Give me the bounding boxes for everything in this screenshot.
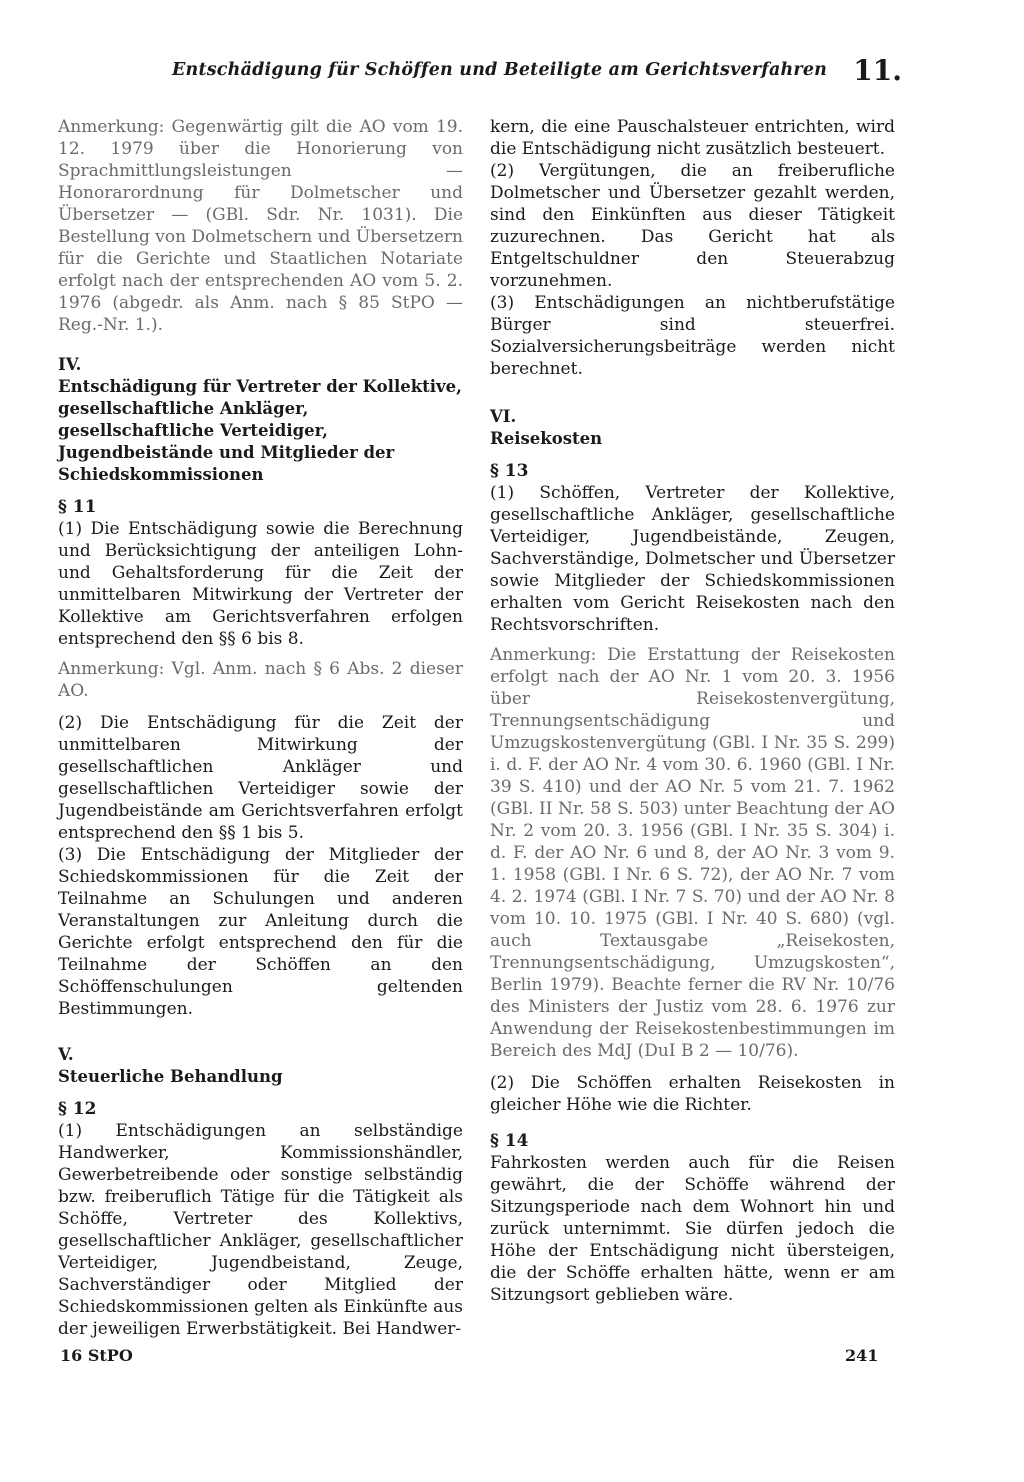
paragraph-13-note: Anmerkung: Die Erstattung der Reisekosten erfolgt nach der AO Nr. 1 vom 20. 3. 1956 über Reisekostenvergütung, Trennungsentschädigung und Umzugskostenvergütung (GBl. I Nr. 35 S. 299) i. d. F. der AO Nr. 4 vom 30. 6. 1960 (GBl. I Nr. 39 S. 410) und der AO Nr. 5 vom 21. 7. 1962 (GBl. II Nr. 58 S. 503) unter Beachtung der AO Nr. 2 vom 20. 3. 1956 (GBl. I Nr. 35 S. 304) i. d. F. der AO Nr. 6 und 8, der AO Nr. 3 vom 9. 1. 1958 (GBl. I Nr. 6 S. 72), der AO Nr. 7 vom 4. 2. 1974 (GBl. I Nr. 7 S. 70) und der AO Nr. 8 vom 10. 10. 1975 (GBl. I Nr. 40 S. 680) (vgl. auch Textausgabe „Reisekosten, Trennungsentschädigung, Umzugskosten“, Berlin 1979). Beachte ferner die RV Nr. 10/76 des Ministers der Justiz vom 28. 6. 1976 zur Anwendung der Reisekostenbestimmungen im Bereich des MdJ (DuI B 2 — 10/76). (490, 645, 895, 1061)
right-column (490, 116, 895, 1306)
paragraph-12-1-continued: kern, die eine Pauschalsteuer entrichten, wird die Entschädigung nicht zusätzlich besteuert. (490, 117, 895, 159)
paragraph-11-3: (3) Die Entschädigung der Mitglieder der Schiedskommissionen für die Zeit der Teilnahme an Schulungen und anderen Veranstaltungen zur Anleitung durch die Gerichte erfolgt entsprechend den für die Teilnahme der Schöffen an den Schöffenschulungen geltenden Bestimmungen. (58, 845, 463, 1019)
footer-signature: 16 StPO (60, 1346, 133, 1365)
paragraph-13-2: (2) Die Schöffen erhalten Reisekosten in gleicher Höhe wie die Richter. (490, 1073, 895, 1115)
section-5-number: V. (58, 1045, 74, 1064)
paragraph-11-1: (1) Die Entschädigung sowie die Berechnung und Berücksichtigung der anteiligen Lohn- und Gehaltsforderung für die Zeit der unmittelbaren Mitwirkung der Vertreter der Kollektive am Gerichtsverfahren erfolgen entsprechend den §§ 6 bis 8. (58, 519, 463, 649)
section-4-number: IV. (58, 355, 82, 374)
note-top: Anmerkung: Gegenwärtig gilt die AO vom 19. 12. 1979 über die Honorierung von Sprachmittlungsleistungen — Honorarordnung für Dolmetscher und Übersetzer — (GBl. Sdr. Nr. 1031). Die Bestellung von Dolmetschern und Übersetzern für die Gerichte und Staatlichen Notariate erfolgt nach der entsprechenden AO vom 5. 2. 1976 (abgedr. als Anm. nach § 85 StPO — Reg.-Nr. 1.). (58, 117, 463, 335)
section-6-title: Reisekosten (490, 429, 603, 448)
section-5-title: Steuerliche Behandlung (58, 1067, 283, 1086)
running-title: Entschädigung für Schöffen und Beteiligte am Gerichtsverfahren (172, 60, 828, 80)
section-4-title: Entschädigung für Vertreter der Kollektive, gesellschaftliche Ankläger, gesellschaftliche Verteidiger, Jugendbeistände und Mitglieder der Schiedskommissionen (58, 377, 462, 484)
paragraph-14-heading: § 14 (490, 1131, 529, 1151)
paragraph-11-2: (2) Die Entschädigung für die Zeit der unmittelbaren Mitwirkung der gesellschaftlichen Ankläger und gesellschaftlichen Verteidiger sowie der Jugendbeistände am Gerichtsverfahren erfolgt entsprechend den §§ 1 bis 5. (58, 713, 463, 843)
paragraph-13-heading: § 13 (490, 461, 529, 481)
paragraph-12-3: (3) Entschädigungen an nichtberufstätige Bürger sind steuerfrei. Sozialversicherungsbeiträge werden nicht berechnet. (490, 293, 895, 379)
page-number: 241 (845, 1346, 879, 1365)
left-column (58, 116, 463, 1340)
paragraph-13-1: (1) Schöffen, Vertreter der Kollektive, gesellschaftliche Ankläger, gesellschaftliche Verteidiger, Jugendbeistände, Zeugen, Sachverständige, Dolmetscher und Übersetzer sowie Mitglieder der Schiedskommissionen erhalten vom Gericht Reisekosten nach den Rechtsvorschriften. (490, 483, 895, 635)
paragraph-12-1: (1) Entschädigungen an selbständige Handwerker, Kommissionshändler, Gewerbetreibende oder sonstige selbständig bzw. freiberuflich Tätige für die Tätigkeit als Schöffe, Vertreter des Kollektivs, gesellschaftlicher Ankläger, gesellschaftlicher Verteidiger, Jugendbeistand, Zeuge, Sachverständiger oder Mitglied der Schiedskommissionen gelten als Einkünfte aus der jeweiligen Erwerbstätigkeit. Bei Handwer- (58, 1121, 463, 1339)
section-6-number: VI. (490, 407, 517, 426)
chapter-number: 11. (853, 54, 902, 87)
paragraph-12-2: (2) Vergütungen, die an freiberufliche Dolmetscher und Übersetzer gezahlt werden, sind den Einkünften aus dieser Tätigkeit zuzurechnen. Das Gericht hat als Entgeltschuldner den Steuerabzug vorzunehmen. (490, 161, 895, 291)
paragraph-12-heading: § 12 (58, 1099, 97, 1119)
paragraph-11-heading: § 11 (58, 497, 97, 517)
paragraph-14-text: Fahrkosten werden auch für die Reisen gewährt, die der Schöffe während der Sitzungsperiode nach dem Wohnort hin und zurück unternimmt. Sie dürfen jedoch die Höhe der Entschädigung nicht übersteigen, die der Schöffe erhalten hätte, wenn er am Sitzungsort geblieben wäre. (490, 1153, 895, 1305)
paragraph-11-note: Anmerkung: Vgl. Anm. nach § 6 Abs. 2 dieser AO. (58, 659, 463, 701)
page-header (172, 54, 902, 92)
